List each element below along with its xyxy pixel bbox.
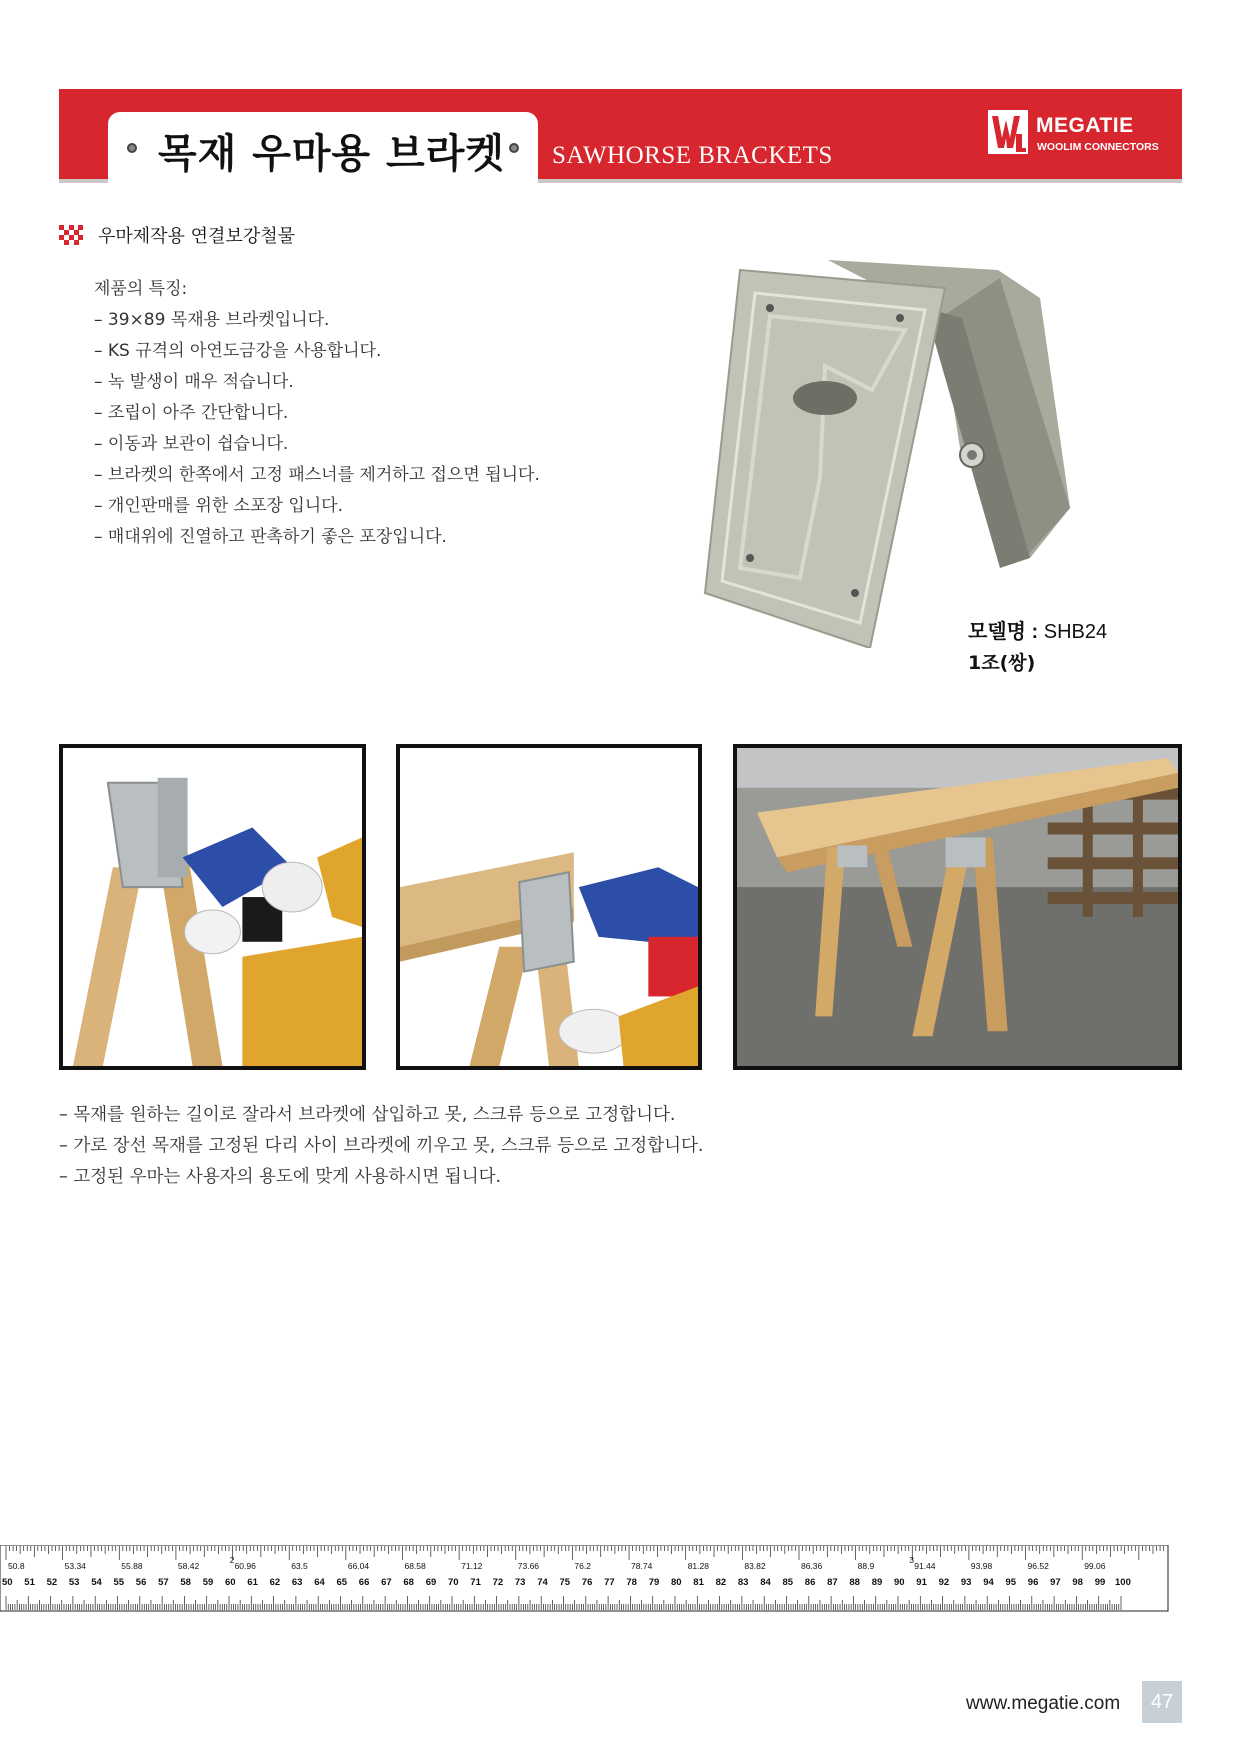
- ruler-cm-number: 92: [938, 1577, 950, 1588]
- ruler-inch-label: 53.34: [64, 1561, 86, 1571]
- ruler-inch-label: 76.2: [574, 1561, 591, 1571]
- ruler-inch-label: 60.96: [234, 1561, 256, 1571]
- feature-item: – 매대위에 진열하고 판촉하기 좋은 포장입니다.: [94, 527, 447, 547]
- ruler-cm-number: 69: [425, 1577, 437, 1588]
- photo-completed-sawhorses: [733, 744, 1182, 1070]
- brand-logo: [986, 108, 1186, 160]
- section-title: 우마제작용 연결보강철물: [98, 226, 295, 247]
- ruler-cm-number: 85: [782, 1577, 794, 1588]
- ruler-cm-number: 91: [916, 1577, 927, 1588]
- brand-sub: WOOLIM CONNECTORS: [1037, 141, 1159, 153]
- ruler-inch-label: 93.98: [970, 1561, 993, 1571]
- ruler-cm-number: 83: [737, 1577, 749, 1588]
- ruler-cm-number: 100: [1115, 1577, 1131, 1588]
- ruler-cm-number: 58: [180, 1577, 191, 1588]
- website-url[interactable]: www.megatie.com: [966, 1693, 1121, 1714]
- measuring-ruler: [0, 1545, 1172, 1613]
- ruler-cm-number: 99: [1094, 1577, 1106, 1588]
- ruler-inch-label: 58.42: [177, 1561, 200, 1571]
- ruler-cm-number: 87: [827, 1577, 838, 1588]
- ruler-cm-number: 88: [849, 1577, 860, 1588]
- ruler-cm-number: 54: [91, 1577, 102, 1588]
- ruler-cm-number: 59: [202, 1577, 214, 1588]
- ruler-inch-label: 78.74: [631, 1561, 653, 1571]
- ruler-cm-number: 94: [983, 1577, 994, 1588]
- ruler-cm-number: 74: [537, 1577, 548, 1588]
- ruler-cm-number: 65: [336, 1577, 348, 1588]
- photo-bracket-fastening: [59, 744, 366, 1070]
- page-number: 47: [1142, 1681, 1182, 1723]
- ruler-inch-label: 71.12: [461, 1561, 483, 1571]
- model-value: SHB24: [1043, 621, 1108, 643]
- bullet-icon: [509, 143, 519, 153]
- ruler-cm-number: 75: [559, 1577, 571, 1588]
- page-subtitle: SAWHORSE BRACKETS: [552, 142, 833, 169]
- photo-beam-fastening: [396, 744, 702, 1070]
- ruler-cm-number: 66: [358, 1577, 370, 1588]
- feature-item: – 개인판매를 위한 소포장 입니다.: [94, 496, 344, 516]
- ruler-inch-label: 81.28: [687, 1561, 709, 1571]
- feature-item: – 39×89 목재용 브라켓입니다.: [94, 310, 330, 330]
- ruler-cm-number: 84: [760, 1577, 771, 1588]
- feature-item: – 녹 발생이 매우 적습니다.: [94, 372, 294, 392]
- ruler-cm-number: 89: [871, 1577, 883, 1588]
- feature-item: – 브라켓의 한쪽에서 고정 패스너를 제거하고 접으면 됩니다.: [94, 465, 540, 485]
- set-quantity: 1조(쌍): [968, 652, 1036, 674]
- ruler-cm-number: 97: [1050, 1577, 1061, 1588]
- bullet-icon: [127, 143, 137, 153]
- ruler-inch-label: 91.44: [914, 1561, 936, 1571]
- usage-item: – 목재를 원하는 길이로 잘라서 브라켓에 삽입하고 못, 스크류 등으로 고정합니다.: [59, 1105, 676, 1125]
- ruler-cm-number: 95: [1005, 1577, 1017, 1588]
- ruler-cm-number: 77: [604, 1577, 615, 1588]
- wl-logo-icon: [986, 108, 1030, 156]
- ruler-inch-label: 50.8: [8, 1561, 25, 1571]
- ruler-cm-number: 57: [158, 1577, 169, 1588]
- ruler-cm-number: 80: [671, 1577, 682, 1588]
- usage-instructions: [59, 1100, 704, 1193]
- ruler-inch-label: 88.9: [857, 1561, 875, 1571]
- ruler-cm-number: 67: [381, 1577, 392, 1588]
- ruler-cm-number: 56: [135, 1577, 147, 1588]
- ruler-cm-number: 63: [291, 1577, 303, 1588]
- usage-item: – 가로 장선 목재를 고정된 다리 사이 브라켓에 끼우고 못, 스크류 등으로 고정합니다.: [59, 1136, 704, 1156]
- ruler-inch-label: 99.06: [1084, 1561, 1106, 1571]
- ruler-inch-label: 68.58: [404, 1561, 426, 1571]
- ruler-foot-mark: 3: [909, 1555, 915, 1565]
- ruler-cm-number: 62: [269, 1577, 281, 1588]
- ruler-foot-mark: 2: [229, 1555, 235, 1565]
- ruler-cm-number: 90: [894, 1577, 905, 1588]
- ruler-cm-number: 98: [1072, 1577, 1083, 1588]
- feature-item: – 조립이 아주 간단합니다.: [94, 403, 289, 423]
- ruler-cm-number: 55: [113, 1577, 125, 1588]
- ruler-cm-number: 86: [804, 1577, 816, 1588]
- ruler-cm-number: 96: [1027, 1577, 1039, 1588]
- model-label: 모델명 :: [968, 621, 1044, 643]
- ruler-cm-number: 61: [247, 1577, 258, 1588]
- page-title: 목재 우마용 브라켓: [158, 130, 505, 177]
- model-number: [968, 615, 1107, 644]
- ruler-cm-number: 50: [2, 1577, 13, 1588]
- ruler-cm-number: 68: [403, 1577, 414, 1588]
- ruler-cm-number: 72: [492, 1577, 504, 1588]
- ruler-cm-number: 93: [960, 1577, 972, 1588]
- feature-item: – 이동과 보관이 쉽습니다.: [94, 434, 289, 454]
- ruler-cm-number: 73: [514, 1577, 526, 1588]
- product-bracket-image: [700, 258, 1080, 648]
- ruler-cm-number: 53: [68, 1577, 80, 1588]
- ruler-inch-label: 96.52: [1027, 1561, 1049, 1571]
- checker-icon: [59, 225, 83, 245]
- feature-list: [94, 274, 540, 553]
- feature-item: – KS 규격의 아연도금강을 사용합니다.: [94, 341, 382, 361]
- ruler-cm-number: 78: [626, 1577, 637, 1588]
- ruler-inch-label: 66.04: [347, 1561, 370, 1571]
- ruler-cm-number: 70: [448, 1577, 459, 1588]
- usage-item: – 고정된 우마는 사용자의 용도에 맞게 사용하시면 됩니다.: [59, 1167, 502, 1187]
- ruler-cm-number: 51: [24, 1577, 35, 1588]
- ruler-cm-number: 81: [693, 1577, 704, 1588]
- ruler-inch-label: 83.82: [744, 1561, 766, 1571]
- ruler-inch-label: 73.66: [517, 1561, 540, 1571]
- ruler-inch-label: 55.88: [121, 1561, 143, 1571]
- brand-name: MEGATIE: [1036, 114, 1134, 137]
- ruler-cm-number: 52: [46, 1577, 58, 1588]
- ruler-cm-number: 76: [581, 1577, 593, 1588]
- ruler-inch-label: 63.5: [291, 1561, 308, 1571]
- ruler-cm-number: 60: [225, 1577, 236, 1588]
- ruler-cm-number: 82: [715, 1577, 727, 1588]
- feature-heading: 제품의 특징:: [94, 279, 188, 299]
- ruler-cm-number: 79: [648, 1577, 660, 1588]
- ruler-cm-number: 64: [314, 1577, 325, 1588]
- ruler-cm-number: 71: [470, 1577, 481, 1588]
- title-tab: [108, 112, 538, 184]
- ruler-inch-label: 86.36: [800, 1561, 823, 1571]
